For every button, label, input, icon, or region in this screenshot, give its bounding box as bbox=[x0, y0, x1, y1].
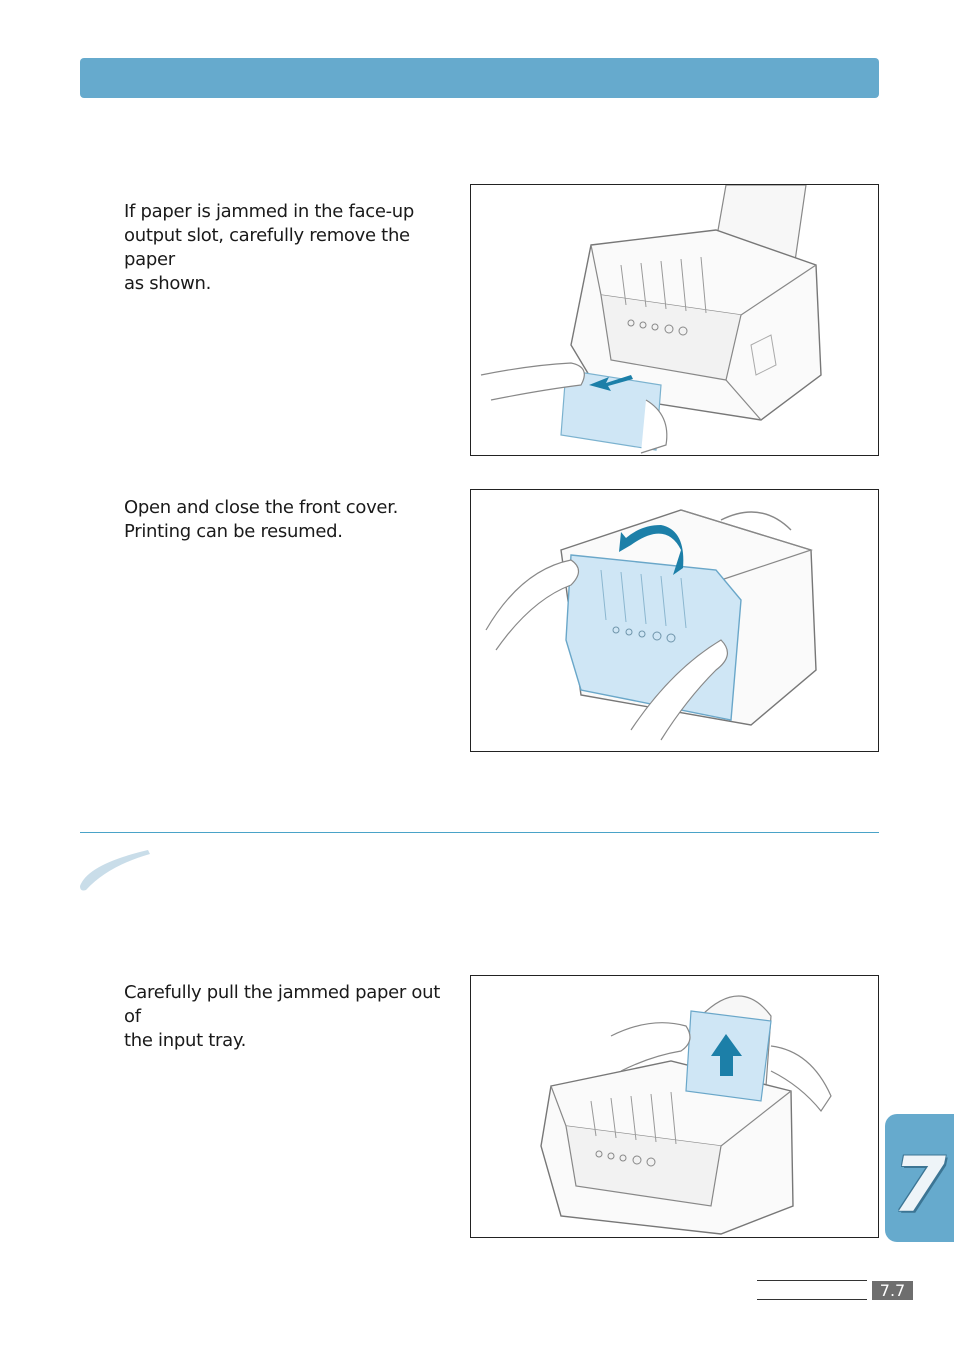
chapter-tab bbox=[885, 1114, 954, 1242]
chapter-number: 7 bbox=[893, 1140, 946, 1229]
section-header-bar bbox=[80, 58, 879, 98]
printer-illustration-1 bbox=[471, 185, 878, 455]
figure-input-tray-jam bbox=[470, 975, 879, 1238]
section-divider bbox=[80, 832, 879, 833]
step-2-text: Open and close the front cover. Printing can be resumed. bbox=[124, 497, 399, 542]
figure-face-up-slot-jam bbox=[470, 184, 879, 456]
step-3-text: Carefully pull the jammed paper out of the input tray. bbox=[124, 982, 440, 1051]
figure-open-close-front-cover bbox=[470, 489, 879, 752]
step-1-text: If paper is jammed in the face-up output slot, carefully remove the paper as shown. bbox=[124, 201, 415, 294]
brush-stroke-icon bbox=[78, 846, 154, 892]
printer-illustration-2 bbox=[471, 490, 878, 751]
page-number: 7.7 bbox=[872, 1281, 913, 1300]
printer-illustration-3 bbox=[471, 976, 878, 1237]
footer-rule bbox=[757, 1280, 867, 1300]
